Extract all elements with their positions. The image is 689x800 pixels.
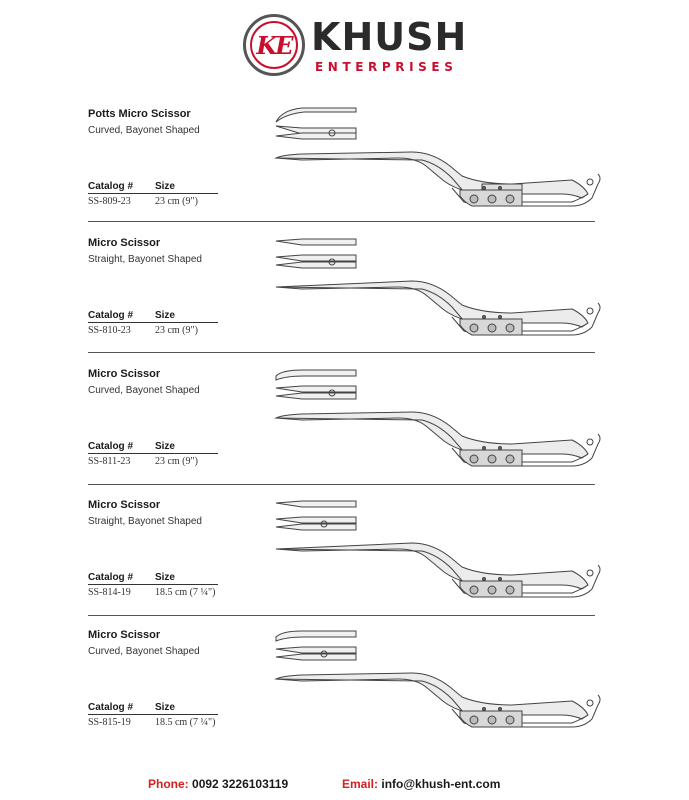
company-logo (243, 14, 468, 78)
product-description: Curved, Bayonet Shaped (88, 646, 200, 657)
spec-table (88, 310, 218, 336)
phone-label: Phone: (148, 777, 189, 791)
product-description: Straight, Bayonet Shaped (88, 254, 202, 265)
email-label: Email: (342, 777, 379, 791)
product-description: Curved, Bayonet Shaped (88, 385, 200, 396)
product-title: Micro Scissor (88, 499, 161, 511)
product-entry (0, 237, 689, 368)
scissor-drawing (272, 235, 602, 350)
logo-monogram: KE (250, 21, 298, 69)
size-value: 23 cm (9") (154, 456, 198, 467)
size-value: 23 cm (9") (154, 196, 198, 207)
product-title: Potts Micro Scissor (88, 108, 191, 120)
logo-emblem (243, 14, 305, 76)
scissor-illustration (272, 235, 602, 350)
size-value: 18.5 cm (7 ¼") (154, 717, 216, 728)
product-title: Micro Scissor (88, 368, 161, 380)
product-description: Curved, Bayonet Shaped (88, 125, 200, 136)
product-title: Micro Scissor (88, 629, 161, 641)
phone-contact (148, 777, 288, 791)
product-entry (0, 108, 689, 239)
catalog-number: SS-815-19 (88, 717, 131, 728)
spec-table (88, 572, 218, 598)
phone-number: 0092 3226103119 (192, 777, 289, 791)
email-address[interactable]: info@khush-ent.com (381, 777, 501, 791)
catalog-number: SS-810-23 (88, 325, 131, 336)
spec-table (88, 441, 218, 467)
scissor-drawing (272, 497, 602, 612)
scissor-illustration (272, 627, 602, 742)
scissor-illustration (272, 366, 602, 481)
size-header: Size (154, 310, 175, 321)
logo-subtitle: ENTERPRISES (315, 60, 458, 74)
product-description: Straight, Bayonet Shaped (88, 516, 202, 527)
logo-name: KHUSH (311, 15, 468, 59)
scissor-drawing (272, 366, 602, 481)
product-entry (0, 499, 689, 630)
catalog-number: SS-814-19 (88, 587, 131, 598)
section-divider (88, 221, 595, 222)
size-header: Size (154, 572, 175, 583)
size-value: 18.5 cm (7 ¼") (154, 587, 216, 598)
size-header: Size (154, 181, 175, 192)
section-divider (88, 484, 595, 485)
catalog-number: SS-809-23 (88, 196, 131, 207)
scissor-drawing (272, 106, 602, 221)
size-value: 23 cm (9") (154, 325, 198, 336)
catalog-header: Catalog # (88, 181, 134, 192)
catalog-header: Catalog # (88, 572, 134, 583)
section-divider (88, 352, 595, 353)
product-entry (0, 368, 689, 499)
size-header: Size (154, 441, 175, 452)
scissor-illustration (272, 497, 602, 612)
catalog-header: Catalog # (88, 702, 134, 713)
product-title: Micro Scissor (88, 237, 161, 249)
scissor-illustration (272, 106, 602, 221)
size-header: Size (154, 702, 175, 713)
scissor-drawing (272, 627, 602, 742)
catalog-number: SS-811-23 (88, 456, 131, 467)
spec-table (88, 181, 218, 207)
section-divider (88, 615, 595, 616)
spec-table (88, 702, 218, 728)
catalog-header: Catalog # (88, 310, 134, 321)
catalog-header: Catalog # (88, 441, 134, 452)
email-contact (342, 777, 500, 791)
product-entry (0, 629, 689, 760)
